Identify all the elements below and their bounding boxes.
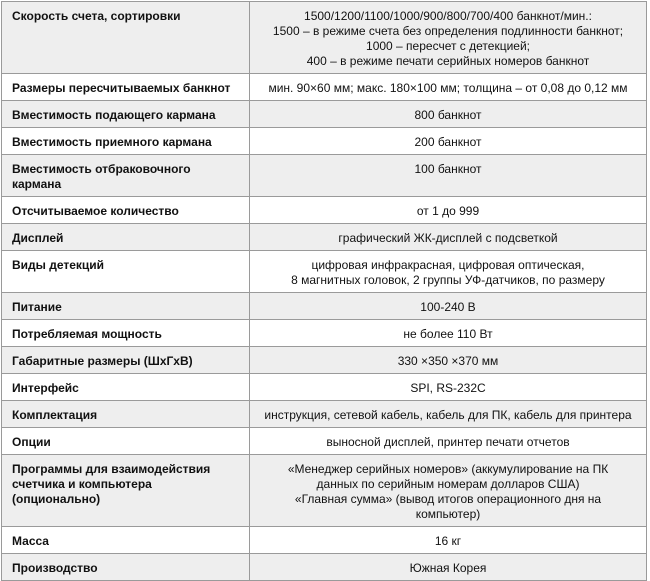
spec-value: 16 кг [250, 527, 647, 554]
spec-row-display [2, 224, 647, 251]
spec-label: Дисплей [2, 224, 250, 251]
spec-table [1, 1, 647, 581]
spec-row-weight [2, 527, 647, 554]
spec-value: от 1 до 999 [250, 197, 647, 224]
spec-value: инструкция, сетевой кабель, кабель для ПК, кабель для принтера [250, 401, 647, 428]
spec-label: Виды детекций [2, 251, 250, 293]
spec-row-stacker-capacity [2, 128, 647, 155]
spec-row-interface [2, 374, 647, 401]
spec-row-origin [2, 554, 647, 581]
spec-row-power-consumption [2, 320, 647, 347]
spec-table-body [2, 2, 647, 581]
spec-row-package [2, 401, 647, 428]
spec-label: Производство [2, 554, 250, 581]
spec-value: Южная Корея [250, 554, 647, 581]
spec-row-reject-capacity [2, 155, 647, 197]
spec-value: 330 ×350 ×370 мм [250, 347, 647, 374]
spec-value: 1500/1200/1100/1000/900/800/700/400 банкнот/мин.: 1500 – в режиме счета без определения подлинности банкнот; 1000 – пересчет с детекцией; 400 – в режиме печати серийных номеров банкнот [250, 2, 647, 74]
spec-value: мин. 90×60 мм; макс. 180×100 мм; толщина – от 0,08 до 0,12 мм [250, 74, 647, 101]
spec-label: Вместимость отбраковочного кармана [2, 155, 250, 197]
spec-label: Масса [2, 527, 250, 554]
spec-value: 100-240 В [250, 293, 647, 320]
spec-label: Вместимость подающего кармана [2, 101, 250, 128]
spec-row-hopper-capacity [2, 101, 647, 128]
spec-row-power-supply [2, 293, 647, 320]
spec-label: Опции [2, 428, 250, 455]
spec-label: Интерфейс [2, 374, 250, 401]
spec-value: не более 110 Вт [250, 320, 647, 347]
spec-value: 100 банкнот [250, 155, 647, 197]
spec-row-software [2, 455, 647, 527]
spec-label: Отсчитываемое количество [2, 197, 250, 224]
spec-label: Габаритные размеры (ШхГхВ) [2, 347, 250, 374]
spec-label: Программы для взаимодействия счетчика и компьютера (опционально) [2, 455, 250, 527]
spec-label: Питание [2, 293, 250, 320]
spec-value: цифровая инфракрасная, цифровая оптическая, 8 магнитных головок, 2 группы УФ-датчиков, по размеру [250, 251, 647, 293]
spec-value: выносной дисплей, принтер печати отчетов [250, 428, 647, 455]
spec-label: Потребляемая мощность [2, 320, 250, 347]
spec-value: 800 банкнот [250, 101, 647, 128]
spec-row-speed [2, 2, 647, 74]
spec-row-batch-count [2, 197, 647, 224]
spec-row-dimensions [2, 347, 647, 374]
spec-value: графический ЖК-дисплей с подсветкой [250, 224, 647, 251]
spec-row-banknote-size [2, 74, 647, 101]
spec-value: SPI, RS-232C [250, 374, 647, 401]
spec-label: Скорость счета, сортировки [2, 2, 250, 74]
spec-label: Комплектация [2, 401, 250, 428]
spec-label: Размеры пересчитываемых банкнот [2, 74, 250, 101]
spec-value: 200 банкнот [250, 128, 647, 155]
spec-label: Вместимость приемного кармана [2, 128, 250, 155]
spec-row-detection [2, 251, 647, 293]
spec-value: «Менеджер серийных номеров» (аккумулирование на ПК данных по серийным номерам долларов США) «Главная сумма» (вывод итогов операционного дня на компьютер) [250, 455, 647, 527]
spec-row-options [2, 428, 647, 455]
